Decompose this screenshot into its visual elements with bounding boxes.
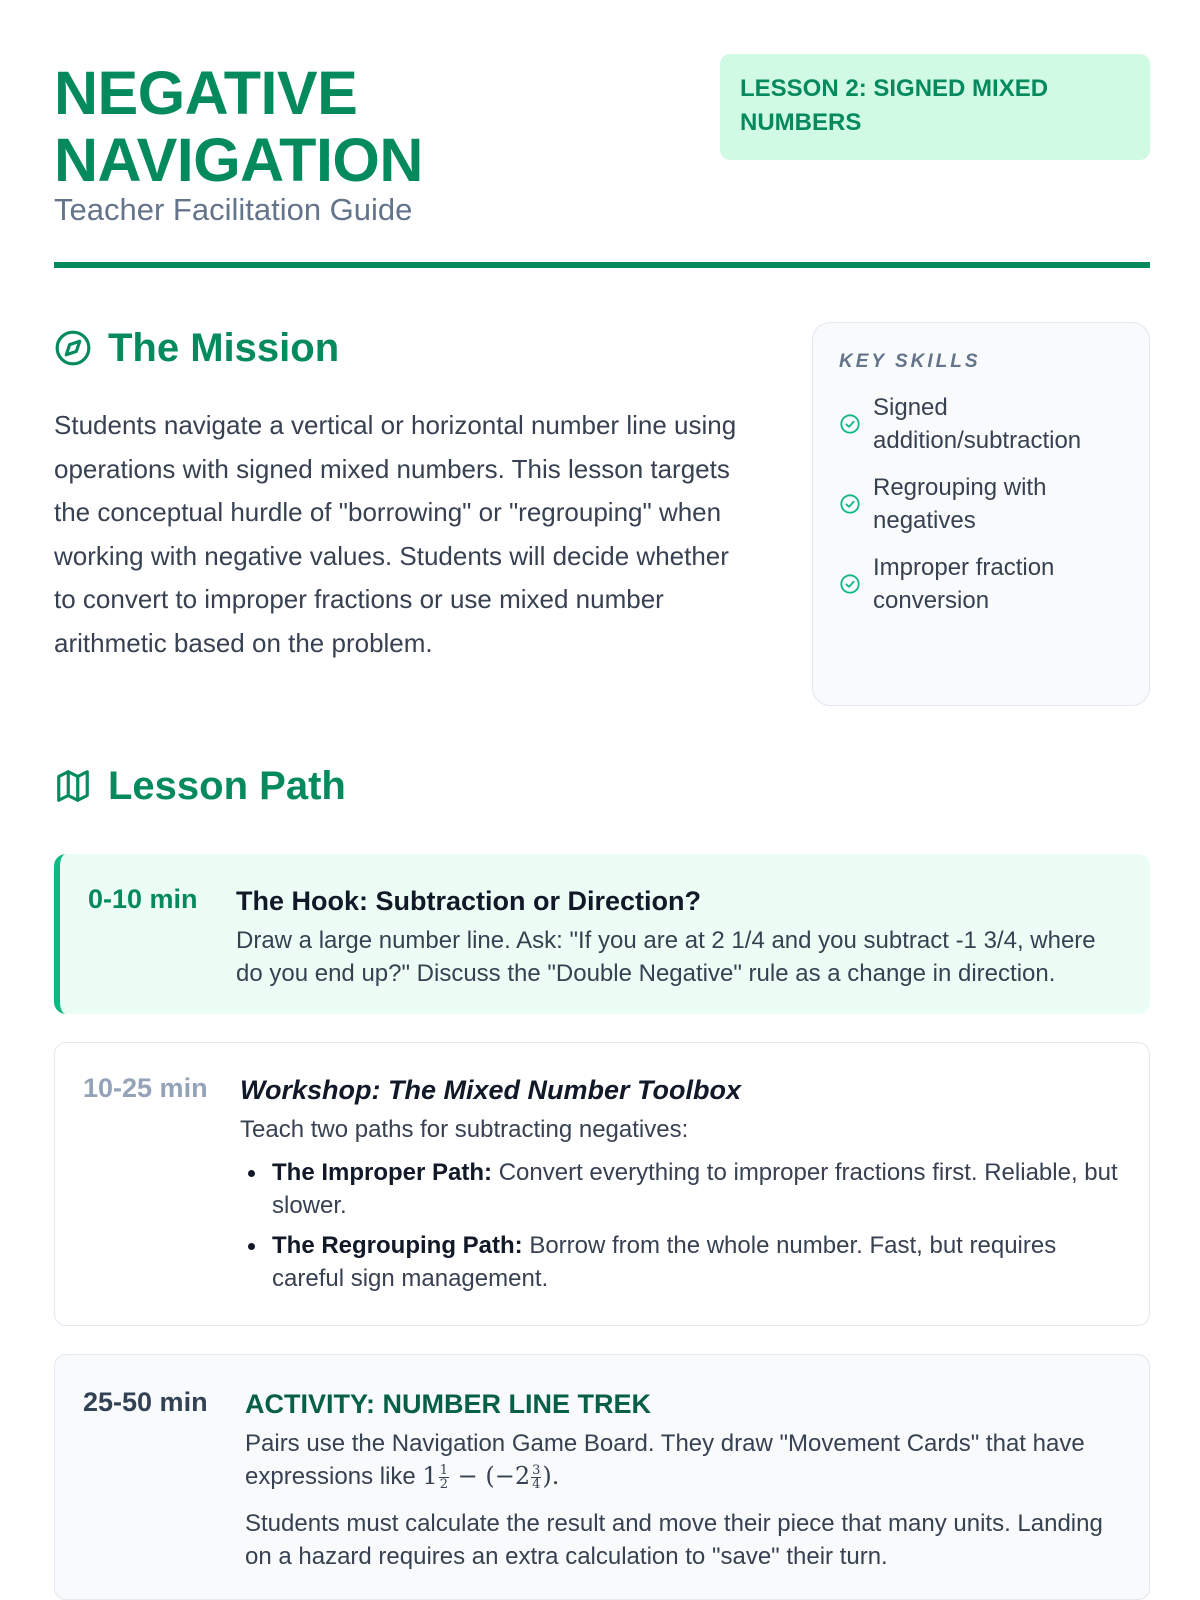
lesson-guide-page xyxy=(54,0,1150,1600)
skill-text: Signed addition/subtraction xyxy=(873,394,1082,454)
skill-item xyxy=(839,471,1123,537)
title-line-1: NEGATIVE xyxy=(54,59,358,127)
path-label: The Improper Path: xyxy=(272,1159,493,1186)
skill-text: Improper fraction conversion xyxy=(873,554,1055,614)
numerator: 1 xyxy=(439,1463,448,1478)
title-line-2: NAVIGATION xyxy=(54,126,423,194)
denominator: 4 xyxy=(532,1477,541,1492)
step-time: 10-25 min xyxy=(83,1073,208,1103)
skill-item xyxy=(839,391,1123,457)
step-description: Teach two paths for subtracting negatives: xyxy=(240,1116,689,1143)
mission-heading xyxy=(54,320,339,376)
lesson-step-hook xyxy=(54,854,1150,1014)
path-label: The Regrouping Path: xyxy=(272,1232,523,1259)
expr-minus: − xyxy=(457,1462,478,1490)
step-time: 0-10 min xyxy=(88,884,198,914)
check-circle-icon xyxy=(839,573,861,595)
lesson-step-workshop xyxy=(54,1042,1150,1326)
step-time: 25-50 min xyxy=(83,1387,208,1417)
math-expression xyxy=(422,1462,559,1490)
path-text: Borrow from the whole number. Fast, but requires careful sign management. xyxy=(272,1232,1057,1292)
step-body xyxy=(236,884,1124,990)
path-text: Convert everything to improper fractions first. Reliable, but slower. xyxy=(272,1159,1118,1219)
step-description xyxy=(245,1427,1123,1493)
expr-negative: − xyxy=(494,1462,515,1490)
step-body xyxy=(245,1387,1123,1573)
expr-close-paren: ). xyxy=(542,1462,560,1490)
denominator: 2 xyxy=(439,1477,448,1492)
page-subtitle: Teacher Facilitation Guide xyxy=(54,192,413,227)
step-title: ACTIVITY: NUMBER LINE TREK xyxy=(245,1389,651,1419)
key-skills-card xyxy=(812,322,1150,706)
expr-whole: 1 xyxy=(422,1462,438,1490)
list-item xyxy=(240,1156,1123,1222)
lesson-step-activity xyxy=(54,1354,1150,1600)
page-title xyxy=(54,60,423,194)
guide-header xyxy=(54,52,1150,268)
expr-whole: 2 xyxy=(514,1462,531,1490)
step-title: The Hook: Subtraction or Direction? xyxy=(236,886,702,916)
fraction xyxy=(531,1464,541,1491)
activity-text: Pairs use the Navigation Game Board. They draw "Movement Cards" that have expressions like xyxy=(245,1430,1085,1490)
header-divider xyxy=(54,262,1150,268)
map-icon xyxy=(54,767,92,805)
mission-title: The Mission xyxy=(108,325,340,370)
step-body xyxy=(240,1073,1123,1302)
list-item xyxy=(240,1229,1123,1295)
check-circle-icon xyxy=(839,493,861,515)
mission-description: Students navigate a vertical or horizontal number line using operations with signed mixed numbers. This lesson targets the conceptual hurdle of "borrowing" or "regrouping" when working with negative values. Students will decide whether to convert to improper fractions or use mixed number arithmetic based on the problem. xyxy=(54,410,737,658)
step-description: Draw a large number line. Ask: "If you are at 2 1/4 and you subtract -1 3/4, where do you end up?" Discuss the "Double Negative" rule as a change in direction. xyxy=(236,927,1096,987)
lesson-path-heading xyxy=(54,758,346,814)
key-skills-label: KEY SKILLS xyxy=(839,351,981,372)
compass-icon xyxy=(54,329,92,367)
check-circle-icon xyxy=(839,413,861,435)
fraction xyxy=(439,1464,449,1491)
skill-item xyxy=(839,551,1123,617)
skill-text: Regrouping with negatives xyxy=(873,474,1047,534)
lesson-badge: LESSON 2: SIGNED MIXED NUMBERS xyxy=(720,54,1150,160)
expr-open-paren: ( xyxy=(485,1462,495,1490)
numerator: 3 xyxy=(532,1463,541,1478)
step-title: Workshop: The Mixed Number Toolbox xyxy=(240,1075,742,1105)
step-description-2: Students must calculate the result and move their piece that many units. Landing on a hazard requires an extra calculation to "save" their turn. xyxy=(245,1510,1103,1570)
lesson-path-title: Lesson Path xyxy=(108,763,346,808)
path-list xyxy=(240,1156,1123,1295)
